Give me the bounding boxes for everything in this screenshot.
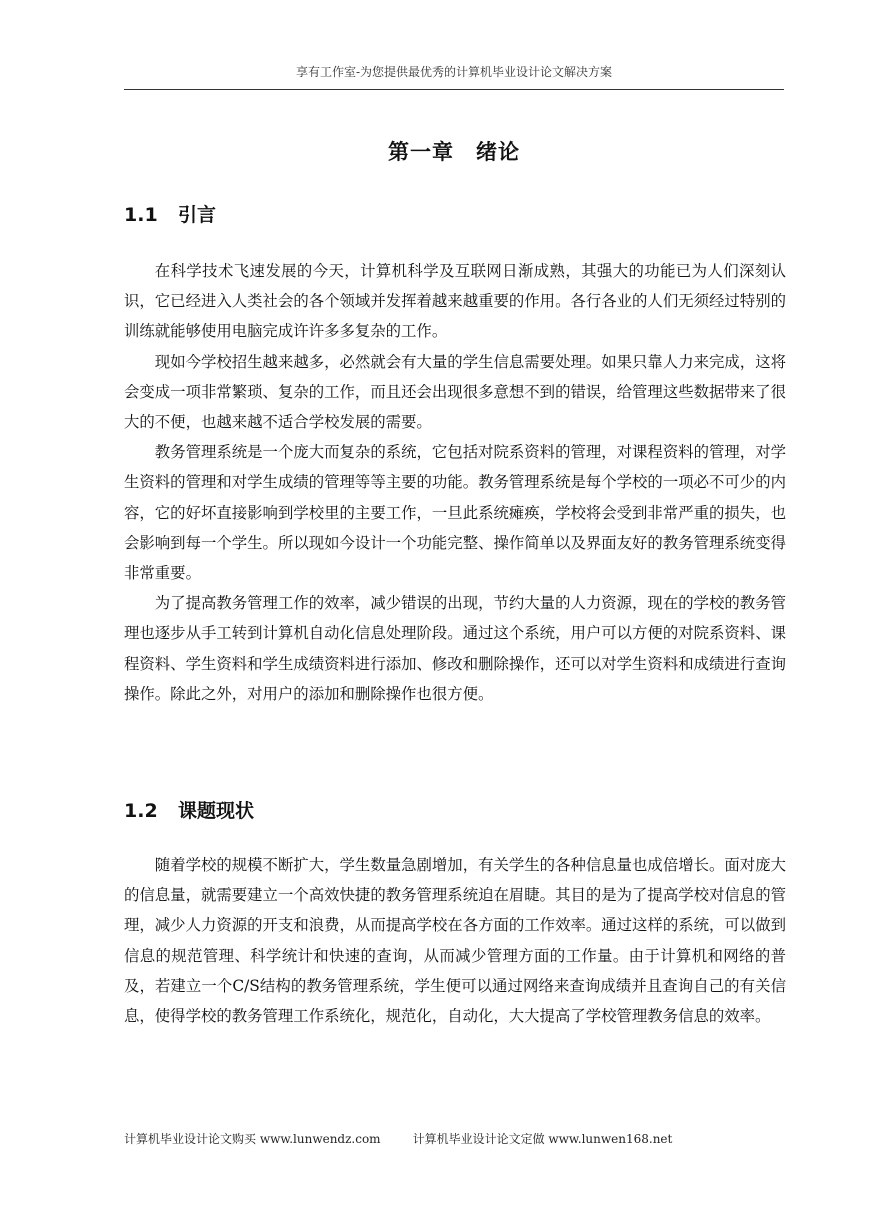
- header-divider: [124, 89, 784, 90]
- paragraph: 教务管理系统是一个庞大而复杂的系统，它包括对院系资料的管理，对课程资料的管理，对学生资料的管理和对学生成绩的管理等等主要的功能。教务管理系统是每个学校的一项必不可少的内容，它的好坏直接影响到学校里的主要工作，一旦此系统瘫痪，学校将会受到非常严重的损失，也会影响到每一个学生。所以现如今设计一个功能完整、操作简单以及界面友好的教务管理系统变得非常重要。: [124, 443, 786, 583]
- paragraph: 随着学校的规模不断扩大，学生数量急剧增加，有关学生的各种信息量也成倍增长。面对庞大的信息量，就需要建立一个高效快捷的教务管理系统迫在眉睫。其目的是为了提高学校对信息的管理，减少人力资源的开支和浪费，从而提高学校在各方面的工作效率。通过这样的系统，可以做到信息的规范管理、科学统计和快速的查询，从而减少管理方面的工作量。由于计算机和网络的普及，若建立一个C/S结构的教务管理系统，学生便可以通过网络来查询成绩并且查询自己的有关信息，使得学校的教务管理工作系统化，规范化，自动化，大大提高了学校管理教务信息的效率。: [124, 856, 786, 1026]
- section-1-2-body: [124, 850, 786, 1031]
- page-footer: [124, 1130, 804, 1147]
- section-heading-1-2: [124, 796, 254, 823]
- section-title: 引言: [178, 204, 217, 226]
- section-title: 课题现状: [178, 800, 255, 822]
- paragraph: 现如今学校招生越来越多，必然就会有大量的学生信息需要处理。如果只靠人力来完成，这将会变成一项非常繁琐、复杂的工作，而且还会出现很多意想不到的错误，给管理这些数据带来了很大的不便，也越来越不适合学校发展的需要。: [124, 352, 786, 432]
- chapter-title: 第一章 绪论: [388, 140, 520, 164]
- paragraph: 为了提高教务管理工作的效率，减少错误的出现，节约大量的人力资源，现在的学校的教务管理也逐步从手工转到计算机自动化信息处理阶段。通过这个系统，用户可以方便的对院系资料、课程资料、学生资料和学生成绩资料进行添加、修改和删除操作，还可以对学生资料和成绩进行查询操作。除此之外，对用户的添加和删除操作也很方便。: [124, 594, 786, 703]
- paragraph: 在科学技术飞速发展的今天，计算机科学及互联网日渐成熟，其强大的功能已为人们深刻认识，它已经进入人类社会的各个领域并发挥着越来越重要的作用。各行各业的人们无须经过特别的训练就能够使用电脑完成许许多多复杂的工作。: [124, 262, 786, 341]
- footer-right-link-text: 计算机毕业设计论文定做 www.lunwen168.net: [412, 1132, 673, 1146]
- section-number: 1.1: [124, 204, 158, 226]
- footer-left-link-text: 计算机毕业设计论文购买 www.lunwendz.com: [124, 1132, 381, 1146]
- section-heading-1-1: [124, 200, 216, 227]
- page-header: 享有工作室-为您提供最优秀的计算机毕业设计论文解决方案: [295, 65, 613, 79]
- section-number: 1.2: [124, 800, 158, 822]
- section-1-1-body: [124, 256, 786, 709]
